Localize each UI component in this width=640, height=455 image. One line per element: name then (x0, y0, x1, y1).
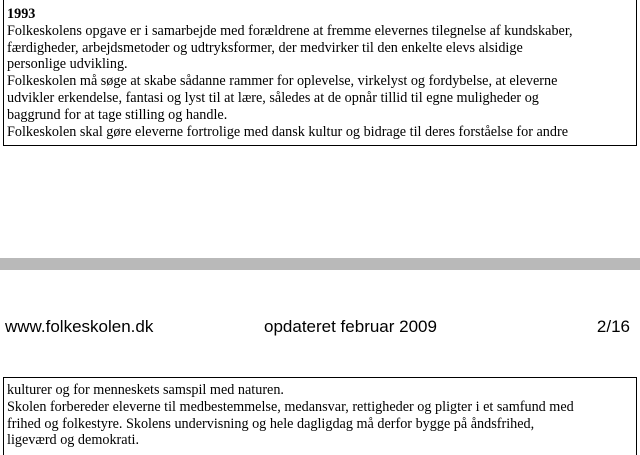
text-line: baggrund for at tage stilling og handle. (7, 106, 228, 123)
page-number: 2/16 (596, 317, 630, 336)
text-line: personlige udvikling. (7, 56, 128, 73)
site-url: www.folkeskolen.dk (5, 317, 154, 336)
text-line: kulturer og for menneskets samspil med naturen. (7, 382, 284, 398)
page-separator (0, 258, 640, 270)
page-header (0, 316, 640, 338)
text-line: Folkeskolens opgave er i samarbejde med forældrene at fremme elevernes tilegnelse af kundskaber, (7, 22, 573, 39)
updated-date: opdateret februar 2009 (264, 317, 437, 336)
text-line: Skolen forbereder eleverne til medbestemmelse, medansvar, rettigheder og pligter i et samfund med (7, 398, 574, 415)
text-line: udvikler erkendelse, fantasi og lyst til at lære, således at de opnår tillid til egne muligheder og (7, 89, 539, 106)
text-line: frihed og folkestyre. Skolens undervisning og hele dagligdag må derfor bygge på åndsfrihed, (7, 415, 535, 432)
text-line: Folkeskolen skal gøre eleverne fortrolige med dansk kultur og bidrage til deres forståelse for andre (7, 123, 569, 140)
page1-text-box (3, 0, 637, 146)
page2-text-box (3, 377, 637, 455)
text-line: færdigheder, arbejdsmetoder og udtryksformer, der medvirker til den enkelte elevs alsidige (7, 39, 523, 56)
year-heading: 1993 (7, 6, 36, 22)
text-line: Folkeskolen må søge at skabe sådanne rammer for oplevelse, virkelyst og fordybelse, at eleverne (7, 73, 558, 90)
text-line: ligeværd og demokrati. (7, 432, 139, 449)
